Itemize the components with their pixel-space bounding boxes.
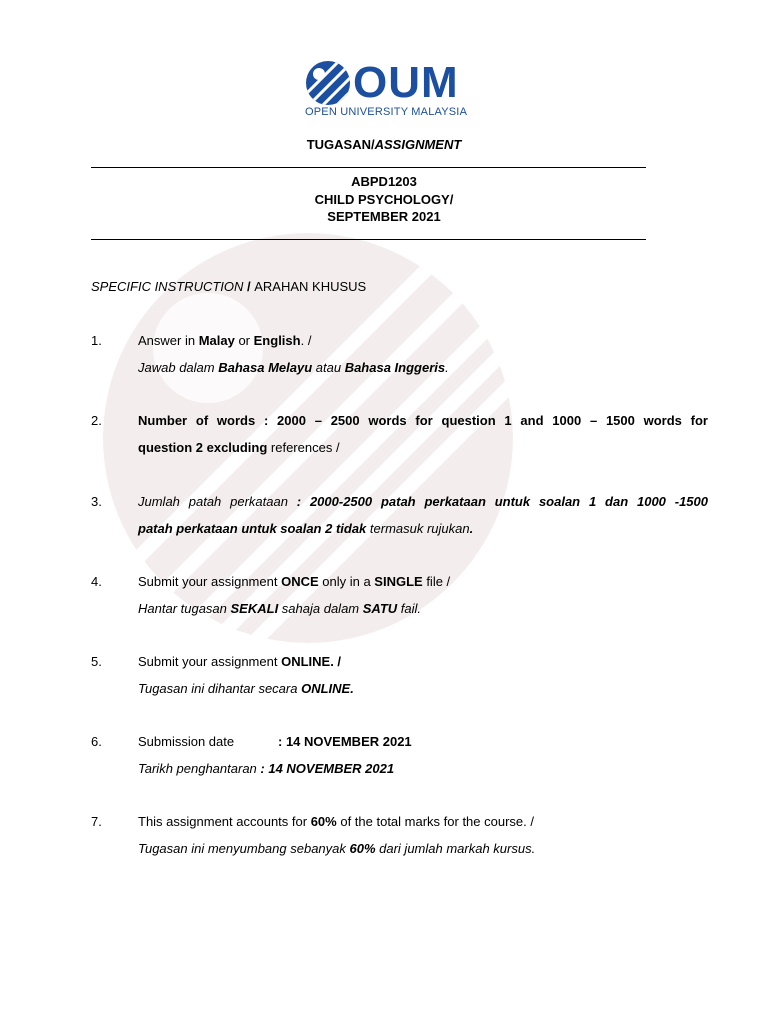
- instruction-4: Submit your assignment ONCE only in a SINGLE file / Hantar tugasan SEKALI sahaja dalam SATU fail.: [138, 574, 451, 616]
- logo-subtitle: OPEN UNIVERSITY MALAYSIA: [305, 106, 468, 118]
- oum-logo: [305, 58, 475, 124]
- divider: [91, 167, 646, 168]
- logo-brand: OUM: [353, 58, 459, 107]
- item-number: 2.: [91, 413, 102, 428]
- course-name: CHILD PSYCHOLOGY/: [314, 192, 454, 207]
- item-number: 6.: [91, 734, 102, 749]
- instruction-7: This assignment accounts for 60% of the total marks for the course. / Tugasan ini menyumbang sebanyak 60% dari jumlah markah kursus.: [138, 814, 536, 856]
- instruction-5: Submit your assignment ONLINE. / Tugasan ini dihantar secara ONLINE.: [138, 654, 354, 696]
- instruction-3: Jumlah patah perkataan : 2000-2500 patah perkataan untuk soalan 1 dan 1000 -1500 patah perkataan untuk soalan 2 tidak termasuk rujukan.: [138, 494, 708, 536]
- divider: [91, 239, 646, 240]
- item-number: 1.: [91, 333, 102, 348]
- item-number: 4.: [91, 574, 102, 589]
- item-number: 5.: [91, 654, 102, 669]
- item-number: 3.: [91, 494, 102, 509]
- page-title: TUGASAN/ASSIGNMENT: [306, 137, 462, 152]
- instruction-2: Number of words : 2000 – 2500 words for question 1 and 1000 – 1500 words for question 2 excluding references /: [138, 413, 708, 455]
- semester: SEPTEMBER 2021: [327, 209, 441, 224]
- course-code: ABPD1203: [351, 174, 417, 189]
- instruction-1: Answer in Malay or English. / Jawab dalam Bahasa Melayu atau Bahasa Inggeris.: [138, 333, 449, 375]
- instruction-6: Submission date : 14 NOVEMBER 2021 Tarikh penghantaran : 14 NOVEMBER 2021: [138, 734, 412, 776]
- globe-icon: [305, 60, 351, 106]
- section-heading: SPECIFIC INSTRUCTION / ARAHAN KHUSUS: [91, 279, 367, 294]
- item-number: 7.: [91, 814, 102, 829]
